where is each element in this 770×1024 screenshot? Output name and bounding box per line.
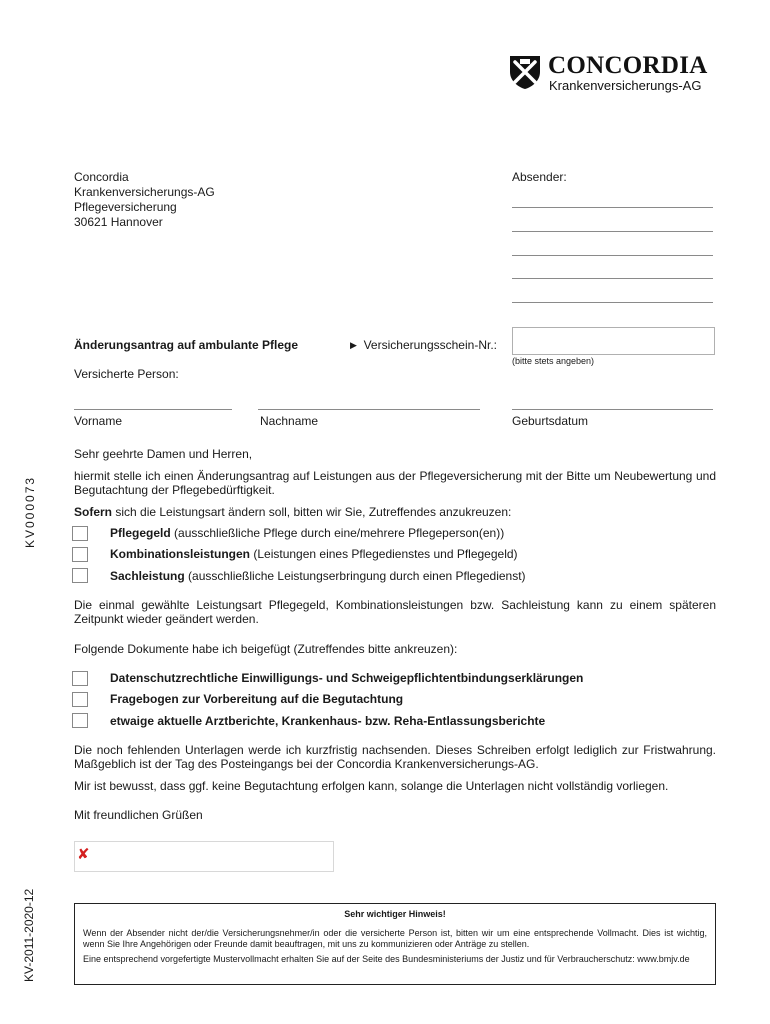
signature-field[interactable] (74, 841, 334, 872)
important-notice-box (74, 903, 716, 985)
last-name-field[interactable] (258, 409, 480, 410)
birth-date-label: Geburtsdatum (512, 414, 589, 428)
option-rest: (ausschließliche Pflege durch eine/mehrere Pflegeperson(en)) (170, 526, 505, 540)
document-label: Fragebogen zur Vorbereitung auf die Begutachtung (110, 692, 404, 706)
checkbox-sachleistung[interactable] (72, 568, 88, 583)
intro-paragraph: hiermit stelle ich einen Änderungsantrag auf Leistungen aus der Pflegeversicherung mit der Bitte um Neubewertung und Begutachtung der Pflegebedürftigkeit. (74, 469, 716, 497)
notice-paragraph-2: Eine entsprechend vorgefertigte Mustervollmacht erhalten Sie auf der Seite des Bundesministeriums der Justiz und für Verbraucherschutz: www.bmjv.de (83, 954, 690, 964)
option-bold: Pflegegeld (110, 526, 171, 540)
checkbox-fragebogen[interactable] (72, 692, 88, 707)
address-line: 30621 Hannover (74, 215, 163, 229)
option-kombinationsleistungen (110, 547, 518, 561)
version-code: KV-2011-2020-12 (22, 888, 36, 982)
logo-subtitle: Krankenversicherungs-AG (549, 78, 702, 93)
sender-line-4[interactable] (512, 278, 713, 279)
insured-person-label: Versicherte Person: (74, 367, 179, 381)
notice-title: Sehr wichtiger Hinweis! (344, 909, 446, 919)
form-id-code: KV000073 (23, 475, 37, 548)
first-name-field[interactable] (74, 409, 232, 410)
option-bold: Kombinationsleistungen (110, 547, 251, 561)
document-label: Datenschutzrechtliche Einwilligungs- und Schweigepflichtentbindungserklärungen (110, 671, 584, 685)
address-line: Pflegeversicherung (74, 200, 177, 214)
option-pflegegeld (110, 526, 504, 540)
shield-icon (508, 54, 542, 90)
sender-line-1[interactable] (512, 207, 713, 208)
option-rest: (ausschließliche Leistungserbringung durch einen Pflegedienst) (184, 569, 526, 583)
address-line: Concordia (74, 170, 129, 184)
first-name-label: Vorname (74, 414, 123, 428)
policy-number-hint: (bitte stets angeben) (512, 356, 595, 366)
sender-line-5[interactable] (512, 302, 713, 303)
policy-number-input[interactable] (512, 327, 715, 355)
sender-label: Absender: (512, 170, 567, 184)
checkbox-pflegegeld[interactable] (72, 526, 88, 541)
notice-paragraph-1: Wenn der Absender nicht der/die Versicherungsnehmer/in oder die versicherte Person ist, bitten wir um eine entsprechende Vollmacht. Dies ist wichtig, wenn Sie Ihre Angehörigen oder Freunde damit beauftragen, mit uns zu kommunizieren oder Anträge zu stellen. (83, 928, 707, 949)
document-arztberichte (110, 714, 545, 728)
documents-prompt: Folgende Dokumente habe ich beigefügt (Zutreffendes bitte ankreuzen): (74, 642, 458, 656)
company-logo (508, 54, 718, 94)
last-name-label: Nachname (260, 414, 319, 428)
document-fragebogen (110, 692, 403, 706)
missing-docs-paragraph: Die noch fehlenden Unterlagen werde ich kurzfristig nachsenden. Dieses Schreiben erfolgt lediglich zur Fristwahrung. Maßgeblich ist der Tag des Posteingangs bei der Concordia Krankenversicherungs-AG. (74, 743, 716, 771)
document-datenschutz (110, 671, 583, 685)
select-prompt-rest: sich die Leistungsart ändern soll, bitten wir Sie, Zutreffendes anzukreuzen: (112, 505, 512, 519)
checkbox-kombinationsleistungen[interactable] (72, 547, 88, 562)
pointer-icon: ▶ (350, 340, 357, 350)
select-prompt-bold: Sofern (74, 505, 113, 519)
change-note: Die einmal gewählte Leistungsart Pflegegeld, Kombinationsleistungen bzw. Sachleistung kann zu einem späteren Zeitpunkt wieder geändert werden. (74, 598, 716, 626)
awareness-paragraph: Mir ist bewusst, dass ggf. keine Begutachtung erfolgen kann, solange die Unterlagen nicht vollständig vorliegen. (74, 779, 669, 793)
sender-line-3[interactable] (512, 255, 713, 256)
option-rest: (Leistungen eines Pflegedienstes und Pflegegeld) (250, 547, 518, 561)
policy-number-label (350, 338, 497, 352)
salutation: Sehr geehrte Damen und Herren, (74, 447, 253, 461)
address-line: Krankenversicherungs-AG (74, 185, 215, 199)
recipient-address (74, 170, 215, 230)
closing: Mit freundlichen Grüßen (74, 808, 203, 822)
signature-marker-icon: ✘ (77, 846, 90, 863)
document-label: etwaige aktuelle Arztberichte, Krankenhaus- bzw. Reha-Entlassungsberichte (110, 714, 546, 728)
policy-number-label-text: Versicherungsschein-Nr.: (363, 338, 497, 352)
checkbox-arztberichte[interactable] (72, 713, 88, 728)
option-bold: Sachleistung (110, 569, 185, 583)
form-title: Änderungsantrag auf ambulante Pflege (74, 338, 299, 352)
option-sachleistung (110, 569, 526, 583)
select-prompt (74, 505, 716, 519)
checkbox-datenschutz[interactable] (72, 671, 88, 686)
sender-line-2[interactable] (512, 231, 713, 232)
birth-date-field[interactable] (512, 409, 713, 410)
logo-name: CONCORDIA (548, 52, 708, 79)
